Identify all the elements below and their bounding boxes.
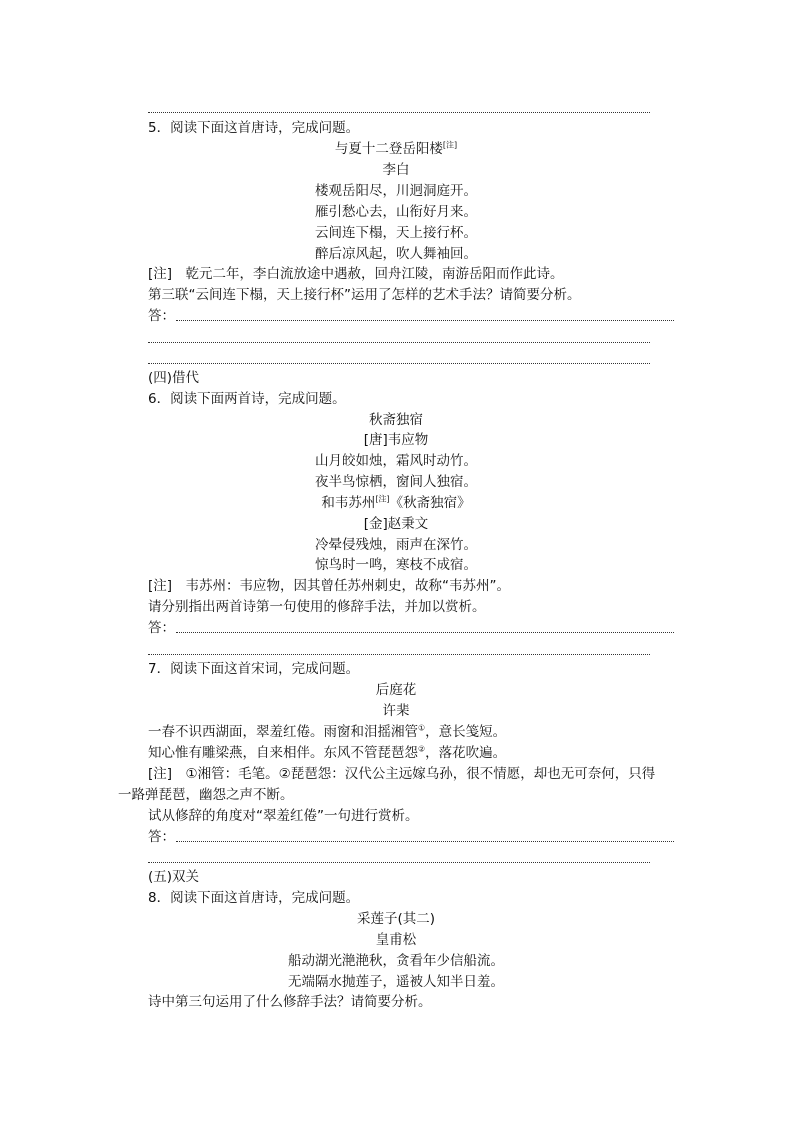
q6-poem2-title-pre: 和韦苏州 <box>321 495 376 511</box>
q7-answer-label: 答： <box>148 829 175 845</box>
q6-answer-line-1[interactable] <box>176 632 674 633</box>
q5-answer-line-1[interactable] <box>176 320 674 321</box>
q5-note: [注] 乾元二年，李白流放途中遇赦，回舟江陵，南游岳阳而作此诗。 <box>148 266 564 282</box>
q8-poem-line-2: 无端隔水抛莲子，遥被人知半日羞。 <box>288 974 504 990</box>
answer-line <box>148 112 650 113</box>
q5-prompt: 5．阅读下面这首唐诗，完成问题。 <box>148 120 360 136</box>
section-5-heading: (五)双关 <box>148 869 200 885</box>
q6-poem2-line-1: 冷晕侵残烛，雨声在深竹。 <box>315 537 477 553</box>
q6-poem2-line-2: 惊鸟时一鸣，寒枝不成宿。 <box>315 557 477 573</box>
q7-line2-part-b: ，落花吹遍。 <box>425 745 507 761</box>
q8-poem-title: 采莲子(其二) <box>356 911 436 927</box>
q7-question: 试从修辞的角度对“翠羞红倦”一句进行赏析。 <box>148 808 419 824</box>
q6-poem1-line-1: 山月皎如烛，霜风时动竹。 <box>315 453 477 469</box>
q6-poem1-author: [唐]韦应物 <box>363 432 429 448</box>
section-4-heading: (四)借代 <box>148 370 200 386</box>
q7-line1-note: ① <box>418 723 426 733</box>
q5-answer-line-3[interactable] <box>148 363 650 364</box>
q5-poem-line-2: 雁引愁心去，山衔好月来。 <box>315 204 477 220</box>
q6-poem2-title <box>146 493 646 513</box>
q7-note-line-2: 一路弹琵琶，幽怨之声不断。 <box>118 787 294 803</box>
q7-prompt: 7．阅读下面这首宋词，完成问题。 <box>148 661 360 677</box>
q7-line2-part-a: 知心惟有雕梁燕，自来相伴。东风不管琵琶怨 <box>148 745 418 761</box>
q7-answer-line-2[interactable] <box>148 862 650 863</box>
q6-poem2-title-note: [注] <box>375 494 390 504</box>
q7-line1-part-a: 一春不识西湖面，翠羞红倦。雨窗和泪摇湘管 <box>148 724 418 740</box>
q6-question: 请分别指出两首诗第一句使用的修辞手法，并加以赏析。 <box>148 599 486 615</box>
q8-poem-author: 皇甫松 <box>375 932 417 948</box>
q5-poem-line-4: 醉后凉风起，吹人舞袖回。 <box>315 246 477 262</box>
q7-poem-line-2 <box>148 743 506 763</box>
q5-title-note: [注] <box>442 140 458 150</box>
q5-poem-line-3: 云间连下榻，天上接行杯。 <box>315 225 477 241</box>
q5-question: 第三联“云间连下榻，天上接行杯”运用了怎样的艺术手法？请简要分析。 <box>148 287 581 303</box>
q5-poem-author: 李白 <box>382 162 410 178</box>
q5-poem-title <box>146 139 646 159</box>
q6-poem2-author: [金]赵秉文 <box>363 516 429 532</box>
q7-note-line-1: [注] ①湘管：毛笔。②琵琶怨：汉代公主远嫁乌孙，很不情愿，却也无可奈何，只得 <box>148 766 656 782</box>
q7-poem-line-1 <box>148 722 506 742</box>
q7-poem-author: 许棐 <box>382 703 410 719</box>
q5-answer-line-2[interactable] <box>148 342 650 343</box>
q8-poem-line-1: 船动湖光滟滟秋，贪看年少信船流。 <box>288 953 504 969</box>
q5-title-text: 与夏十二登岳阳楼 <box>334 141 443 157</box>
q7-line1-part-b: ，意长笺短。 <box>425 724 507 740</box>
q5-poem-line-1: 楼观岳阳尽，川迥洞庭开。 <box>315 183 477 199</box>
q6-answer-line-2[interactable] <box>148 654 650 655</box>
q5-answer-label: 答： <box>148 308 175 324</box>
q6-poem1-title: 秋斋独宿 <box>369 412 423 428</box>
q8-prompt: 8．阅读下面这首唐诗，完成问题。 <box>148 890 360 906</box>
q6-poem2-title-post: 《秋斋独宿》 <box>389 495 471 511</box>
q7-answer-line-1[interactable] <box>176 841 674 842</box>
q6-note: [注] 韦苏州：韦应物，因其曾任苏州刺史，故称“韦苏州”。 <box>148 578 511 594</box>
q6-poem1-line-2: 夜半鸟惊栖，窗间人独宿。 <box>315 474 477 490</box>
q6-prompt: 6．阅读下面两首诗，完成问题。 <box>148 391 346 407</box>
q7-line2-note: ② <box>418 744 426 754</box>
q8-question: 诗中第三句运用了什么修辞手法？请简要分析。 <box>148 994 432 1010</box>
q6-answer-label: 答： <box>148 620 175 636</box>
q7-poem-title: 后庭花 <box>375 682 417 698</box>
